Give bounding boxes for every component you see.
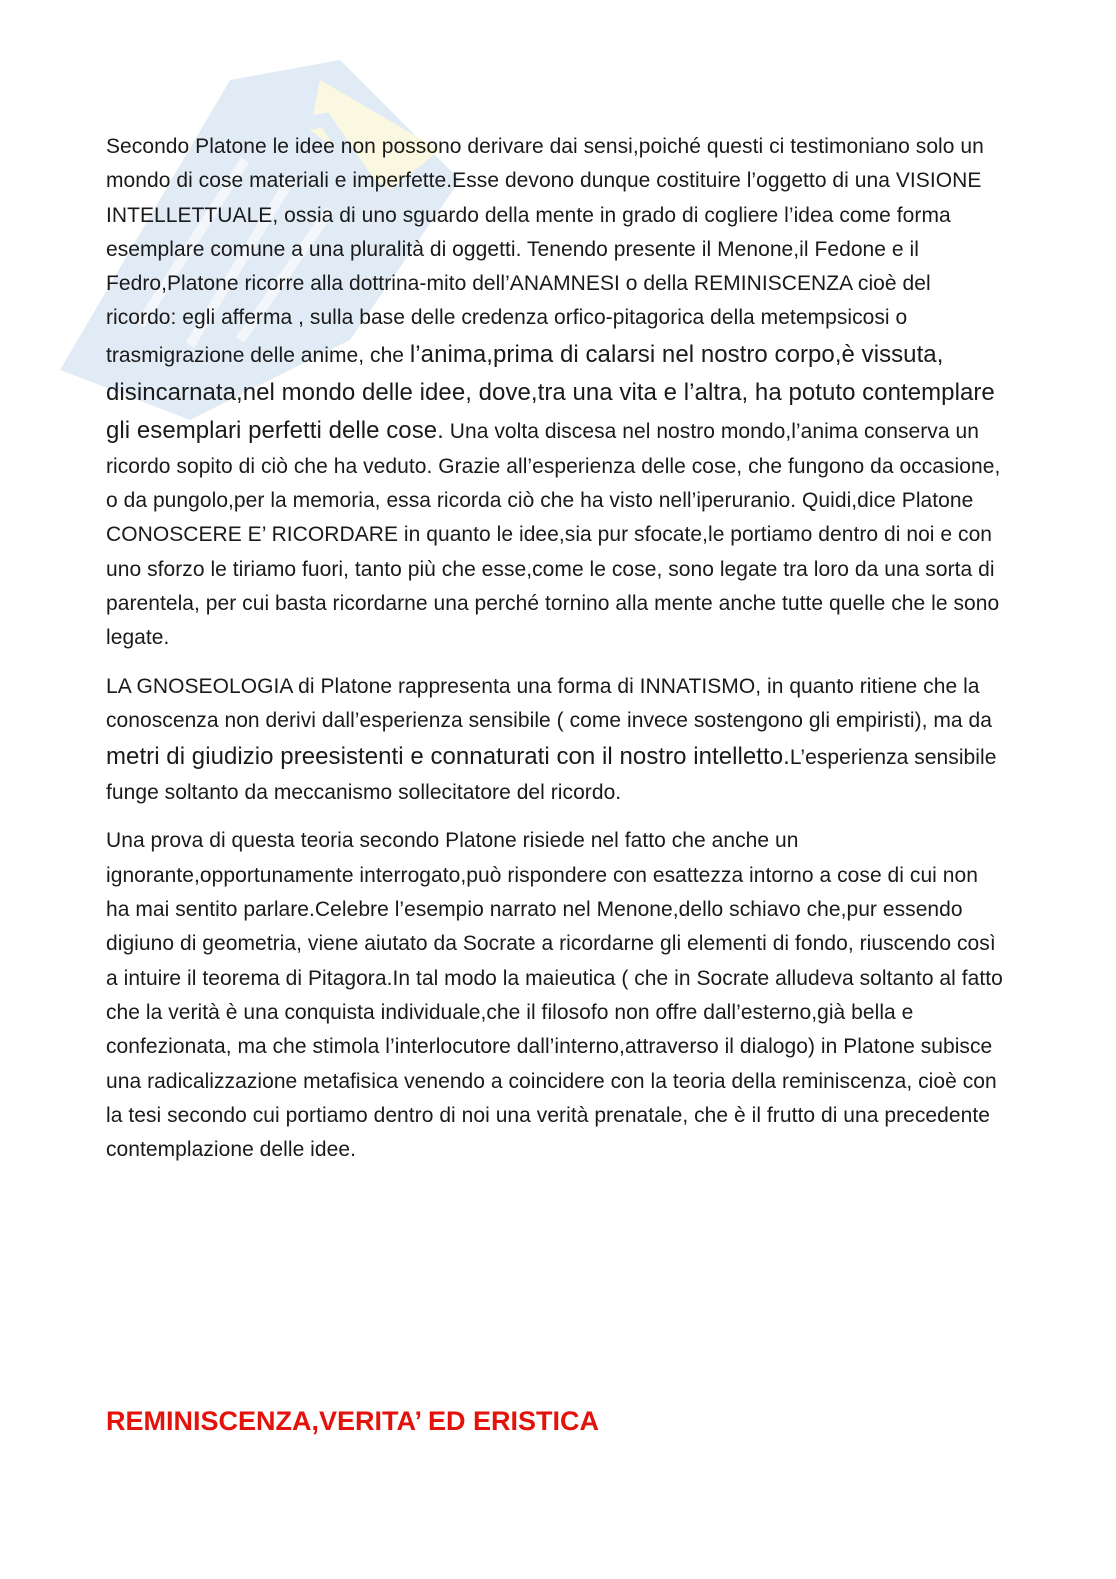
paragraph-1-text-a: Secondo Platone le idee non possono derivare dai sensi,poiché questi ci testimoniano solo un mondo di cose materiali e imperfette.Esse devono dunque costituire l’oggetto di una VISIONE INTELLETTUALE, ossia di uno sguardo della mente in grado di cogliere l’idea come forma esemplare comune a una pluralità di oggetti. Tenendo presente il Menone,il Fedone e il Fedro,Platone ricorre alla dottrina-mito dell’ANAMNESI o della REMINISCENZA cioè del ricordo: egli afferma , sulla base delle credenza orfico-pitagorica della metempsicosi o trasmigrazione delle anime, che xyxy=(106,135,984,367)
paragraph-1-text-b: Una volta discesa nel nostro mondo,l’anima conserva un ricordo sopito di ciò che ha veduto. Grazie all’esperienza delle cose, che fungono da occasione, o da pungolo,per la memoria, essa ricorda ciò che ha visto nell’iperuranio. Quidi,dice Platone CONOSCERE E’ RICORDARE in quanto le idee,sia pur sfocate,le portiamo dentro di noi e con uno sforzo le tiriamo fuori, tanto più che esse,come le cose, sono legate tra loro da una sorta di parentela, per cui basta ricordarne una perché tornino alla mente anche tutte quelle che le sono legate. xyxy=(106,419,1001,650)
paragraph-gnoseologia xyxy=(106,670,1006,811)
paragraph-2-text-b: L’esperienza sensibile funge soltanto da meccanismo sollecitatore del ricordo. xyxy=(106,746,997,805)
document-body xyxy=(106,130,1006,1181)
paragraph-anamnesi xyxy=(106,130,1006,656)
section-heading: REMINISCENZA,VERITA’ ED ERISTICA xyxy=(106,1406,600,1436)
paragraph-1-emphasis: l’anima,prima di calarsi nel nostro corpo,è vissuta, disincarnata,nel mondo delle idee, dove,tra una vita e l’altra, ha potuto contemplare gli esemplari perfetti delle cose. xyxy=(106,340,995,444)
paragraph-2-emphasis: metri di giudizio preesistenti e connaturati con il nostro intelletto. xyxy=(106,743,790,771)
paragraph-2-text-a: LA GNOSEOLOGIA di Platone rappresenta una forma di INNATISMO, in quanto ritiene che la conoscenza non derivi dall’esperienza sensibile ( come invece sostengono gli empiristi), ma da xyxy=(106,674,992,732)
paragraph-menone-example: Una prova di questa teoria secondo Platone risiede nel fatto che anche un ignorante,opportunamente interrogato,può rispondere con esattezza intorno a cose di cui non ha mai sentito parlare.Celebre l’esempio narrato nel Menone,dello schiavo che,pur essendo digiuno di geometria, viene aiutato da Socrate a ricordarne gli elementi di fondo, riuscendo così a intuire il teorema di Pitagora.In tal modo la maieutica ( che in Socrate alludeva soltanto al fatto che la verità è una conquista individuale,che il filosofo non offre dall’esterno,già bella e confezionata, ma che stimola l’interlocutore dall’interno,attraverso il dialogo) in Platone subisce una radicalizzazione metafisica venendo a coincidere con la teoria della reminiscenza, cioè con la tesi secondo cui portiamo dentro di noi una verità prenatale, che è il frutto di una precedente contemplazione delle idee. xyxy=(106,829,1003,1162)
